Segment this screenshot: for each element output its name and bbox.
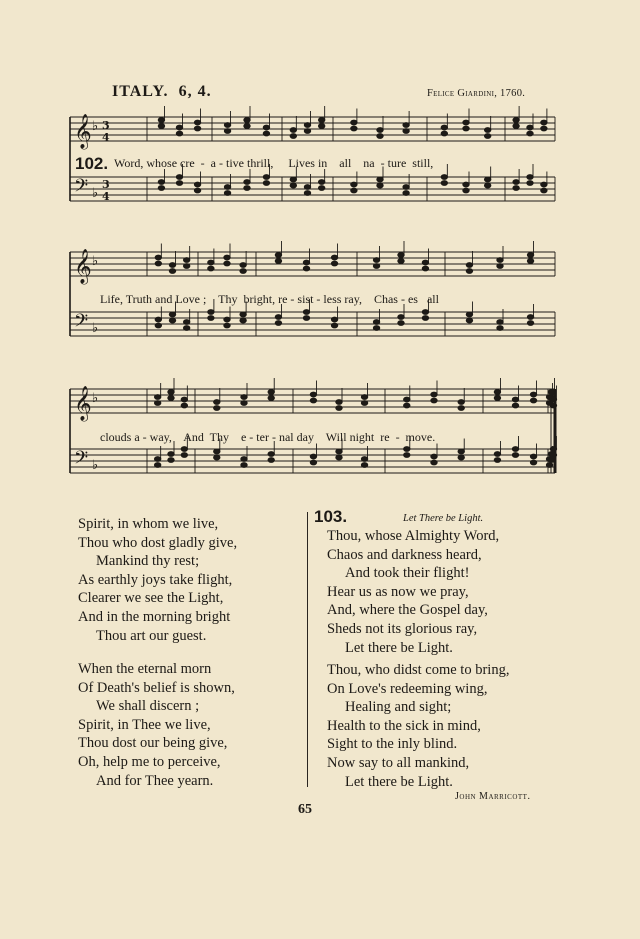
note-head	[290, 183, 296, 188]
lyric-line-1: Word, whose cre - a - tive thrill, Lives in all na - ture still,	[114, 156, 434, 170]
verse-line: Chaos and darkness heard,	[327, 546, 482, 563]
note-head	[168, 390, 174, 395]
note-head	[318, 186, 324, 191]
verse-line: Healing and sight;	[345, 699, 452, 716]
bass-clef-icon: 𝄢	[74, 311, 89, 336]
note-head	[318, 118, 324, 123]
note-head	[244, 118, 250, 123]
note-head	[290, 134, 296, 139]
hymn-102-verse-1	[78, 515, 237, 645]
note-head	[336, 449, 342, 454]
note-head	[224, 185, 230, 190]
note-head	[404, 453, 410, 458]
note-head	[513, 180, 519, 185]
treble-clef-icon: 𝄞	[74, 386, 92, 421]
note-head	[373, 264, 379, 269]
treble-clef-icon: 𝄞	[74, 114, 92, 149]
note-head	[527, 315, 533, 320]
note-head	[244, 186, 250, 191]
note-head	[373, 320, 379, 325]
verse-line: Hear us as now we pray,	[327, 583, 469, 600]
note-head	[176, 131, 182, 136]
note-head	[403, 191, 409, 196]
hymn-103-number: 103.	[314, 507, 348, 526]
note-head	[318, 180, 324, 185]
note-head	[183, 326, 189, 331]
note-head	[484, 177, 490, 182]
note-head	[466, 263, 472, 268]
note-head	[310, 454, 316, 459]
note-head	[183, 320, 189, 325]
note-head	[550, 397, 556, 402]
verse-line: And took their flight!	[345, 565, 470, 582]
note-head	[463, 126, 469, 131]
note-head	[241, 457, 247, 462]
note-head	[290, 128, 296, 133]
note-head	[154, 457, 160, 462]
note-head	[155, 261, 161, 266]
note-head	[441, 175, 447, 180]
note-head	[194, 120, 200, 125]
note-head	[263, 131, 269, 136]
note-head	[304, 123, 310, 128]
note-head	[154, 463, 160, 468]
note-head	[494, 396, 500, 401]
verse-line: Mankind thy rest;	[96, 553, 200, 570]
note-head	[512, 403, 518, 408]
note-head	[183, 258, 189, 263]
verse-line: On Love's redeeming wing,	[327, 680, 488, 697]
note-head	[244, 180, 250, 185]
flat-icon: ♭	[92, 119, 99, 134]
note-head	[530, 392, 536, 397]
note-head	[351, 126, 357, 131]
note-head	[214, 455, 220, 460]
note-head	[361, 395, 367, 400]
note-head	[351, 188, 357, 193]
note-head	[158, 118, 164, 123]
note-head	[541, 182, 547, 187]
note-head	[268, 452, 274, 457]
note-head	[181, 403, 187, 408]
verse-line: Thou who dost gladly give,	[78, 534, 238, 551]
note-head	[484, 183, 490, 188]
note-head	[158, 124, 164, 129]
note-head	[377, 128, 383, 133]
note-head	[303, 260, 309, 265]
note-head	[494, 390, 500, 395]
note-head	[304, 185, 310, 190]
note-head	[169, 269, 175, 274]
note-head	[194, 182, 200, 187]
note-head	[155, 323, 161, 328]
note-head	[169, 318, 175, 323]
note-head	[497, 320, 503, 325]
verse-line: Thou art our guest.	[96, 627, 207, 644]
note-head	[494, 452, 500, 457]
note-head	[431, 460, 437, 465]
column-divider	[307, 512, 308, 787]
note-head	[466, 318, 472, 323]
note-head	[304, 129, 310, 134]
note-head	[458, 449, 464, 454]
note-head	[441, 181, 447, 186]
note-head	[241, 401, 247, 406]
tune-name: ITALY.	[112, 83, 169, 100]
hymn-103-author: John Marricott.	[455, 791, 531, 802]
note-head	[303, 266, 309, 271]
note-head	[373, 326, 379, 331]
note-head	[550, 447, 556, 452]
note-head	[398, 315, 404, 320]
note-head	[351, 182, 357, 187]
note-head	[181, 447, 187, 452]
note-head	[240, 263, 246, 268]
composer-credit: Felice Giardini, 1760.	[427, 88, 526, 99]
note-head	[541, 188, 547, 193]
hymn-102-verse-2	[78, 660, 235, 790]
note-head	[275, 259, 281, 264]
note-head	[404, 447, 410, 452]
note-head	[275, 253, 281, 258]
time-signature: 4	[102, 131, 110, 144]
note-head	[181, 453, 187, 458]
note-head	[331, 261, 337, 266]
note-head	[181, 397, 187, 402]
note-head	[336, 455, 342, 460]
note-head	[422, 260, 428, 265]
note-head	[361, 457, 367, 462]
verse-line: And in the morning bright	[78, 608, 231, 625]
note-head	[548, 390, 554, 395]
note-head	[527, 253, 533, 258]
treble-clef-icon: 𝄞	[74, 249, 92, 284]
verse-line: We shall discern ;	[96, 698, 200, 715]
note-head	[169, 263, 175, 268]
note-head	[214, 449, 220, 454]
note-head	[241, 395, 247, 400]
note-head	[530, 454, 536, 459]
hymn-102-number: 102.	[75, 154, 109, 173]
note-head	[403, 123, 409, 128]
note-head	[268, 390, 274, 395]
note-head	[168, 452, 174, 457]
note-head	[240, 269, 246, 274]
note-head	[404, 403, 410, 408]
note-head	[513, 124, 519, 129]
note-head	[331, 255, 337, 260]
verse-line: Spirit, in Thee we live,	[78, 716, 211, 733]
note-head	[527, 175, 533, 180]
hymn-103-verse-1	[327, 527, 499, 657]
note-head	[494, 458, 500, 463]
verse-line: Sheds not its glorious ray,	[327, 620, 478, 637]
verse-line: Let there be Light.	[345, 773, 453, 790]
note-head	[183, 264, 189, 269]
verse-line: Thou, whose Almighty Word,	[327, 528, 500, 544]
note-head	[466, 312, 472, 317]
note-head	[263, 175, 269, 180]
note-head	[169, 312, 175, 317]
note-head	[208, 266, 214, 271]
note-head	[512, 453, 518, 458]
note-head	[194, 126, 200, 131]
verse-line: Clearer we see the Light,	[78, 590, 224, 607]
note-head	[303, 310, 309, 315]
note-head	[155, 317, 161, 322]
note-head	[546, 463, 552, 468]
note-head	[336, 406, 342, 411]
verse-line: Of Death's belief is shown,	[78, 679, 235, 696]
note-head	[463, 188, 469, 193]
note-head	[240, 312, 246, 317]
note-head	[550, 453, 556, 458]
note-head	[154, 395, 160, 400]
note-head	[422, 316, 428, 321]
tune-meter: 6, 4.	[178, 83, 212, 100]
note-head	[224, 261, 230, 266]
note-head	[530, 398, 536, 403]
note-head	[176, 175, 182, 180]
note-head	[527, 125, 533, 130]
verse-line: Thou, who didst come to bring,	[327, 662, 510, 678]
lyric-line-2: Life, Truth and Love ; Thy bright, re - sist - less ray, Chas - es all	[100, 292, 439, 306]
note-head	[304, 191, 310, 196]
note-head	[224, 323, 230, 328]
note-head	[318, 124, 324, 129]
note-head	[224, 317, 230, 322]
note-head	[373, 258, 379, 263]
note-head	[497, 326, 503, 331]
verse-line: Let there be Light.	[345, 639, 453, 656]
note-head	[310, 460, 316, 465]
note-head	[224, 129, 230, 134]
note-head	[458, 406, 464, 411]
hymn-103-verse-2	[327, 661, 509, 791]
note-head	[398, 253, 404, 258]
note-head	[398, 321, 404, 326]
note-head	[275, 321, 281, 326]
page-number: 65	[298, 802, 312, 817]
verse-line: Thou dost our being give,	[78, 735, 228, 752]
lyric-line-3: clouds a - way, And Thy e - ter - nal day Will night re - move.	[100, 430, 436, 444]
note-head	[541, 126, 547, 131]
note-head	[303, 316, 309, 321]
note-head	[377, 183, 383, 188]
note-head	[403, 129, 409, 134]
note-head	[208, 316, 214, 321]
note-head	[422, 266, 428, 271]
note-head	[398, 259, 404, 264]
flat-icon: ♭	[92, 458, 99, 473]
flat-icon: ♭	[92, 186, 99, 201]
note-head	[431, 392, 437, 397]
note-head	[214, 406, 220, 411]
note-head	[176, 181, 182, 186]
note-head	[513, 186, 519, 191]
note-head	[224, 123, 230, 128]
note-head	[154, 401, 160, 406]
note-head	[155, 255, 161, 260]
verse-line: Oh, help me to perceive,	[78, 753, 221, 770]
note-head	[194, 188, 200, 193]
note-head	[484, 128, 490, 133]
note-head	[441, 131, 447, 136]
note-head	[484, 134, 490, 139]
note-head	[158, 180, 164, 185]
flat-icon: ♭	[92, 254, 99, 269]
note-head	[541, 120, 547, 125]
note-head	[263, 181, 269, 186]
note-head	[224, 191, 230, 196]
note-head	[422, 310, 428, 315]
note-head	[176, 125, 182, 130]
flat-icon: ♭	[92, 391, 99, 406]
note-head	[351, 120, 357, 125]
note-head	[244, 124, 250, 129]
note-head	[466, 269, 472, 274]
note-head	[512, 397, 518, 402]
note-head	[527, 181, 533, 186]
verse-line: When the eternal morn	[78, 661, 212, 677]
note-head	[530, 460, 536, 465]
verse-line: Health to the sick in mind,	[327, 717, 481, 734]
note-head	[268, 396, 274, 401]
note-head	[497, 264, 503, 269]
note-head	[268, 458, 274, 463]
note-head	[336, 400, 342, 405]
verse-line: And for Thee yearn.	[96, 772, 214, 789]
verse-line: And, where the Gospel day,	[327, 602, 488, 619]
note-head	[310, 398, 316, 403]
note-head	[240, 318, 246, 323]
note-head	[214, 400, 220, 405]
note-head	[548, 458, 554, 463]
note-head	[168, 396, 174, 401]
note-head	[168, 458, 174, 463]
note-head	[527, 321, 533, 326]
bass-clef-icon: 𝄢	[74, 448, 89, 473]
note-head	[431, 454, 437, 459]
note-head	[310, 392, 316, 397]
note-head	[404, 397, 410, 402]
time-signature: 3	[102, 119, 110, 132]
verse-line: Now say to all mankind,	[327, 754, 470, 771]
note-head	[275, 315, 281, 320]
note-head	[241, 463, 247, 468]
note-head	[331, 317, 337, 322]
verse-line: Sight to the inly blind.	[327, 736, 458, 753]
time-signature: 3	[102, 178, 110, 191]
note-head	[527, 131, 533, 136]
note-head	[458, 455, 464, 460]
note-head	[290, 177, 296, 182]
note-head	[458, 400, 464, 405]
note-head	[463, 120, 469, 125]
note-head	[361, 463, 367, 468]
note-head	[513, 118, 519, 123]
note-head	[224, 255, 230, 260]
note-head	[527, 259, 533, 264]
note-head	[331, 323, 337, 328]
verse-line: As earthly joys take flight,	[78, 571, 233, 588]
verse-line: Spirit, in whom we live,	[78, 516, 219, 532]
note-head	[431, 398, 437, 403]
note-head	[208, 260, 214, 265]
time-signature: 4	[102, 190, 110, 203]
bass-clef-icon: 𝄢	[74, 176, 89, 201]
note-head	[463, 182, 469, 187]
note-head	[377, 134, 383, 139]
flat-icon: ♭	[92, 321, 99, 336]
note-head	[377, 177, 383, 182]
note-head	[361, 401, 367, 406]
note-head	[158, 186, 164, 191]
hymn-103-subtitle: Let There be Light.	[403, 513, 484, 524]
note-head	[497, 258, 503, 263]
note-head	[208, 310, 214, 315]
note-head	[263, 125, 269, 130]
note-head	[403, 185, 409, 190]
note-head	[512, 447, 518, 452]
note-head	[550, 403, 556, 408]
note-head	[441, 125, 447, 130]
